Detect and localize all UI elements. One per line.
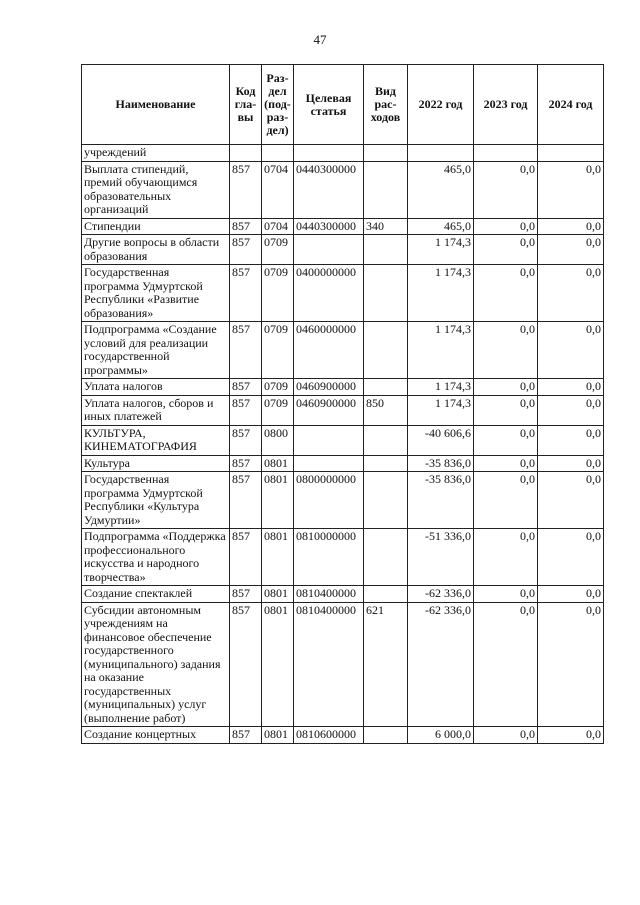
header-target-line: Целевая (305, 90, 352, 105)
cell-expense (364, 472, 408, 529)
cell-2023: 0,0 (474, 425, 538, 455)
header-section-line: дел (268, 84, 287, 98)
cell-target: 0460000000 (294, 322, 364, 379)
cell-section: 0704 (262, 218, 294, 235)
cell-expense (364, 379, 408, 396)
cell-expense (364, 455, 408, 472)
cell-code: 857 (230, 395, 262, 425)
cell-section: 0801 (262, 602, 294, 727)
table-row (82, 235, 604, 265)
cell-code: 857 (230, 218, 262, 235)
cell-name: Культура (82, 455, 230, 472)
cell-2022: 1 174,3 (408, 379, 474, 396)
header-2022: 2022 год (408, 65, 474, 145)
cell-2023: 0,0 (474, 322, 538, 379)
cell-code: 857 (230, 602, 262, 727)
cell-name: Подпрограмма «Поддержка профессионального искусства и народного творчества» (82, 529, 230, 586)
cell-2023: 0,0 (474, 472, 538, 529)
cell-code: 857 (230, 529, 262, 586)
header-code-line: вы (237, 110, 254, 124)
table-row (82, 322, 604, 379)
cell-name: Выплата стипендий, премий обучающимся образовательных организаций (82, 161, 230, 218)
header-2023: 2023 год (474, 65, 538, 145)
header-section (262, 65, 294, 145)
cell-2024: 0,0 (538, 322, 604, 379)
cell-2024: 0,0 (538, 161, 604, 218)
table-header (82, 65, 604, 145)
table-row (82, 727, 604, 744)
cell-section (262, 145, 294, 162)
cell-section: 0800 (262, 425, 294, 455)
header-expense-line: Вид (375, 84, 396, 98)
cell-code: 857 (230, 472, 262, 529)
cell-2024: 0,0 (538, 379, 604, 396)
table-row (82, 455, 604, 472)
cell-target: 0460900000 (294, 379, 364, 396)
cell-2022: -35 836,0 (408, 455, 474, 472)
cell-2022: 6 000,0 (408, 727, 474, 744)
cell-target: 0810600000 (294, 727, 364, 744)
cell-expense (364, 586, 408, 603)
cell-2022: 465,0 (408, 218, 474, 235)
header-section-line: Раз- (266, 71, 289, 85)
cell-2023: 0,0 (474, 455, 538, 472)
cell-2024: 0,0 (538, 265, 604, 322)
cell-2023: 0,0 (474, 379, 538, 396)
header-code (230, 65, 262, 145)
cell-expense: 340 (364, 218, 408, 235)
cell-name: Создание спектаклей (82, 586, 230, 603)
page-number: 47 (313, 32, 327, 47)
header-expense-line: ходов (370, 110, 401, 124)
cell-target (294, 455, 364, 472)
cell-target (294, 145, 364, 162)
cell-target: 0810400000 (294, 586, 364, 603)
table-row (82, 529, 604, 586)
cell-section: 0801 (262, 727, 294, 744)
cell-section: 0709 (262, 322, 294, 379)
cell-2022: -62 336,0 (408, 602, 474, 727)
cell-2024: 0,0 (538, 395, 604, 425)
cell-2022: -35 836,0 (408, 472, 474, 529)
cell-code: 857 (230, 425, 262, 455)
cell-section: 0709 (262, 265, 294, 322)
cell-expense (364, 727, 408, 744)
cell-2022: 465,0 (408, 161, 474, 218)
cell-2024: 0,0 (538, 472, 604, 529)
cell-name: Подпрограмма «Создание условий для реализации государственной программы» (82, 322, 230, 379)
header-section-line: раз- (266, 110, 289, 124)
cell-name: Создание концертных (82, 727, 230, 744)
table-row (82, 586, 604, 603)
budget-table (81, 64, 604, 744)
table-row (82, 395, 604, 425)
cell-2023: 0,0 (474, 395, 538, 425)
cell-expense (364, 265, 408, 322)
cell-name: Государственная программа Удмуртской Республики «Культура Удмуртии» (82, 472, 230, 529)
cell-2022: 1 174,3 (408, 265, 474, 322)
cell-2024: 0,0 (538, 455, 604, 472)
table-row (82, 379, 604, 396)
cell-expense: 621 (364, 602, 408, 727)
cell-code: 857 (230, 322, 262, 379)
cell-name: Стипендии (82, 218, 230, 235)
cell-target: 0810400000 (294, 602, 364, 727)
cell-target (294, 235, 364, 265)
cell-code: 857 (230, 379, 262, 396)
header-target (294, 65, 364, 145)
cell-code: 857 (230, 455, 262, 472)
cell-2023: 0,0 (474, 218, 538, 235)
cell-2022: -51 336,0 (408, 529, 474, 586)
cell-expense (364, 425, 408, 455)
header-name: Наименование (82, 65, 230, 145)
cell-2023: 0,0 (474, 265, 538, 322)
header-target-line: статья (310, 103, 347, 118)
cell-expense (364, 235, 408, 265)
table-row (82, 425, 604, 455)
cell-code (230, 145, 262, 162)
cell-code: 857 (230, 265, 262, 322)
cell-expense: 850 (364, 395, 408, 425)
cell-section: 0801 (262, 586, 294, 603)
cell-name: Государственная программа Удмуртской Республики «Развитие образования» (82, 265, 230, 322)
cell-2024: 0,0 (538, 602, 604, 727)
table-row (82, 145, 604, 162)
cell-section: 0709 (262, 235, 294, 265)
cell-2022: -40 606,6 (408, 425, 474, 455)
cell-target: 0810000000 (294, 529, 364, 586)
cell-2024 (538, 145, 604, 162)
cell-section: 0709 (262, 395, 294, 425)
cell-2022: 1 174,3 (408, 235, 474, 265)
cell-section: 0704 (262, 161, 294, 218)
cell-name: Другие вопросы в области образования (82, 235, 230, 265)
header-expense (364, 65, 408, 145)
cell-code: 857 (230, 727, 262, 744)
cell-code: 857 (230, 161, 262, 218)
cell-expense (364, 161, 408, 218)
cell-2024: 0,0 (538, 586, 604, 603)
cell-section: 0801 (262, 472, 294, 529)
table-row (82, 265, 604, 322)
cell-2023: 0,0 (474, 586, 538, 603)
cell-name: учреждений (82, 145, 230, 162)
cell-2023: 0,0 (474, 161, 538, 218)
cell-name: Уплата налогов (82, 379, 230, 396)
cell-2022: 1 174,3 (408, 322, 474, 379)
cell-target: 0400000000 (294, 265, 364, 322)
cell-section: 0801 (262, 529, 294, 586)
cell-target (294, 425, 364, 455)
table-row (82, 602, 604, 727)
cell-2024: 0,0 (538, 218, 604, 235)
cell-2023: 0,0 (474, 529, 538, 586)
cell-code: 857 (230, 586, 262, 603)
cell-target: 0440300000 (294, 161, 364, 218)
cell-2024: 0,0 (538, 727, 604, 744)
cell-section: 0709 (262, 379, 294, 396)
cell-name: Субсидии автономным учреждениям на финансовое обеспечение государственного (муниципального) задания на оказание государственных (муниципальных) услуг (выполнение работ) (82, 602, 230, 727)
cell-section: 0801 (262, 455, 294, 472)
cell-2024: 0,0 (538, 425, 604, 455)
cell-2023: 0,0 (474, 602, 538, 727)
table-row (82, 161, 604, 218)
cell-code: 857 (230, 235, 262, 265)
header-expense-line: рас- (374, 97, 397, 111)
cell-2024: 0,0 (538, 529, 604, 586)
cell-2023: 0,0 (474, 235, 538, 265)
cell-2023 (474, 145, 538, 162)
cell-2022: -62 336,0 (408, 586, 474, 603)
cell-2022: 1 174,3 (408, 395, 474, 425)
header-section-line: дел) (266, 123, 289, 137)
cell-expense (364, 529, 408, 586)
table-row (82, 218, 604, 235)
table-body (82, 145, 604, 744)
cell-target: 0800000000 (294, 472, 364, 529)
header-2024: 2024 год (538, 65, 604, 145)
cell-2024: 0,0 (538, 235, 604, 265)
header-section-line: (под- (264, 97, 291, 111)
cell-target: 0440300000 (294, 218, 364, 235)
header-code-line: Код (235, 84, 256, 98)
cell-name: Уплата налогов, сборов и иных платежей (82, 395, 230, 425)
cell-expense (364, 322, 408, 379)
table-row (82, 472, 604, 529)
cell-name: КУЛЬТУРА, КИНЕМАТОГРАФИЯ (82, 425, 230, 455)
header-code-line: гла- (234, 97, 257, 111)
cell-2022 (408, 145, 474, 162)
cell-expense (364, 145, 408, 162)
cell-2023: 0,0 (474, 727, 538, 744)
cell-target: 0460900000 (294, 395, 364, 425)
